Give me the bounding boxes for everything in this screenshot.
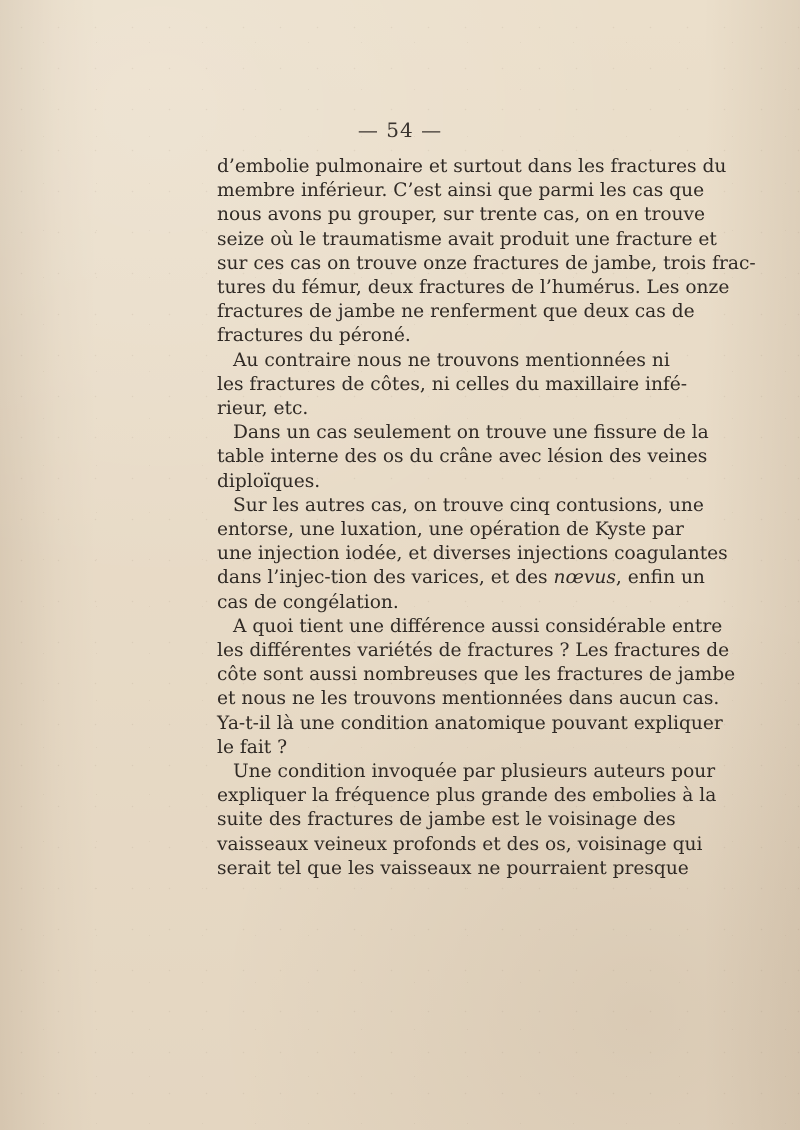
- page-number: — 54 —: [357, 118, 443, 142]
- text-line: Au contraire nous ne trouvons mentionnées ni: [233, 349, 670, 371]
- text-fragment: dans l’injec-tion des varices, et des: [217, 567, 548, 589]
- text-line: Sur les autres cas, on trouve cinq contusions, une: [233, 494, 704, 516]
- text-line: et nous ne les trouvons mentionnées dans aucun cas.: [217, 688, 720, 710]
- text-line: Dans un cas seulement on trouve une fissure de la: [233, 422, 709, 444]
- text-line: expliquer la fréquence plus grande des embolies à la: [217, 785, 717, 807]
- text-line: Ya-t-il là une condition anatomique pouvant expliquer: [217, 712, 723, 734]
- text-line: fractures du péroné.: [217, 325, 411, 347]
- text-line: membre inférieur. C’est ainsi que parmi les cas que: [217, 180, 705, 202]
- text-line: serait tel que les vaisseaux ne pourraient presque: [217, 857, 689, 879]
- text-line: diploïques.: [217, 470, 321, 492]
- text-line: les fractures de côtes, ni celles du maxillaire infé-: [217, 373, 688, 395]
- text-line: Une condition invoquée par plusieurs auteurs pour: [233, 761, 716, 783]
- text-line: table interne des os du crâne avec lésion des veines: [217, 446, 708, 468]
- italic-term: nœvus: [553, 567, 616, 589]
- text-line: une injection iodée, et diverses injections coagulantes: [217, 543, 728, 565]
- text-line: fractures de jambe ne renferment que deux cas de: [217, 301, 695, 323]
- text-line: suite des fractures de jambe est le voisinage des: [217, 809, 676, 831]
- text-line: rieur, etc.: [217, 398, 309, 420]
- text-line: sur ces cas on trouve onze fractures de jambe, trois frac-: [217, 252, 756, 274]
- text-line: d’embolie pulmonaire et surtout dans les fractures du: [217, 156, 727, 177]
- main-text: [217, 155, 756, 881]
- text-line: nous avons pu grouper, sur trente cas, on en trouve: [217, 204, 706, 226]
- text-line: cas de congélation.: [217, 591, 399, 613]
- text-line-mixed: [217, 566, 705, 590]
- text-line: vaisseaux veineux profonds et des os, voisinage qui: [217, 833, 703, 855]
- text-line: le fait ?: [217, 736, 288, 758]
- text-line: entorse, une luxation, une opération de Kyste par: [217, 519, 684, 541]
- text-line: côte sont aussi nombreuses que les fractures de jambe: [217, 664, 736, 686]
- text-fragment: , enfin un: [615, 567, 705, 589]
- text-line: tures du fémur, deux fractures de l’humérus. Les onze: [217, 277, 730, 299]
- text-line: seize où le traumatisme avait produit une fracture et: [217, 228, 717, 250]
- text-line: A quoi tient une différence aussi considérable entre: [233, 615, 723, 637]
- text-line: les différentes variétés de fractures ? Les fractures de: [217, 640, 730, 662]
